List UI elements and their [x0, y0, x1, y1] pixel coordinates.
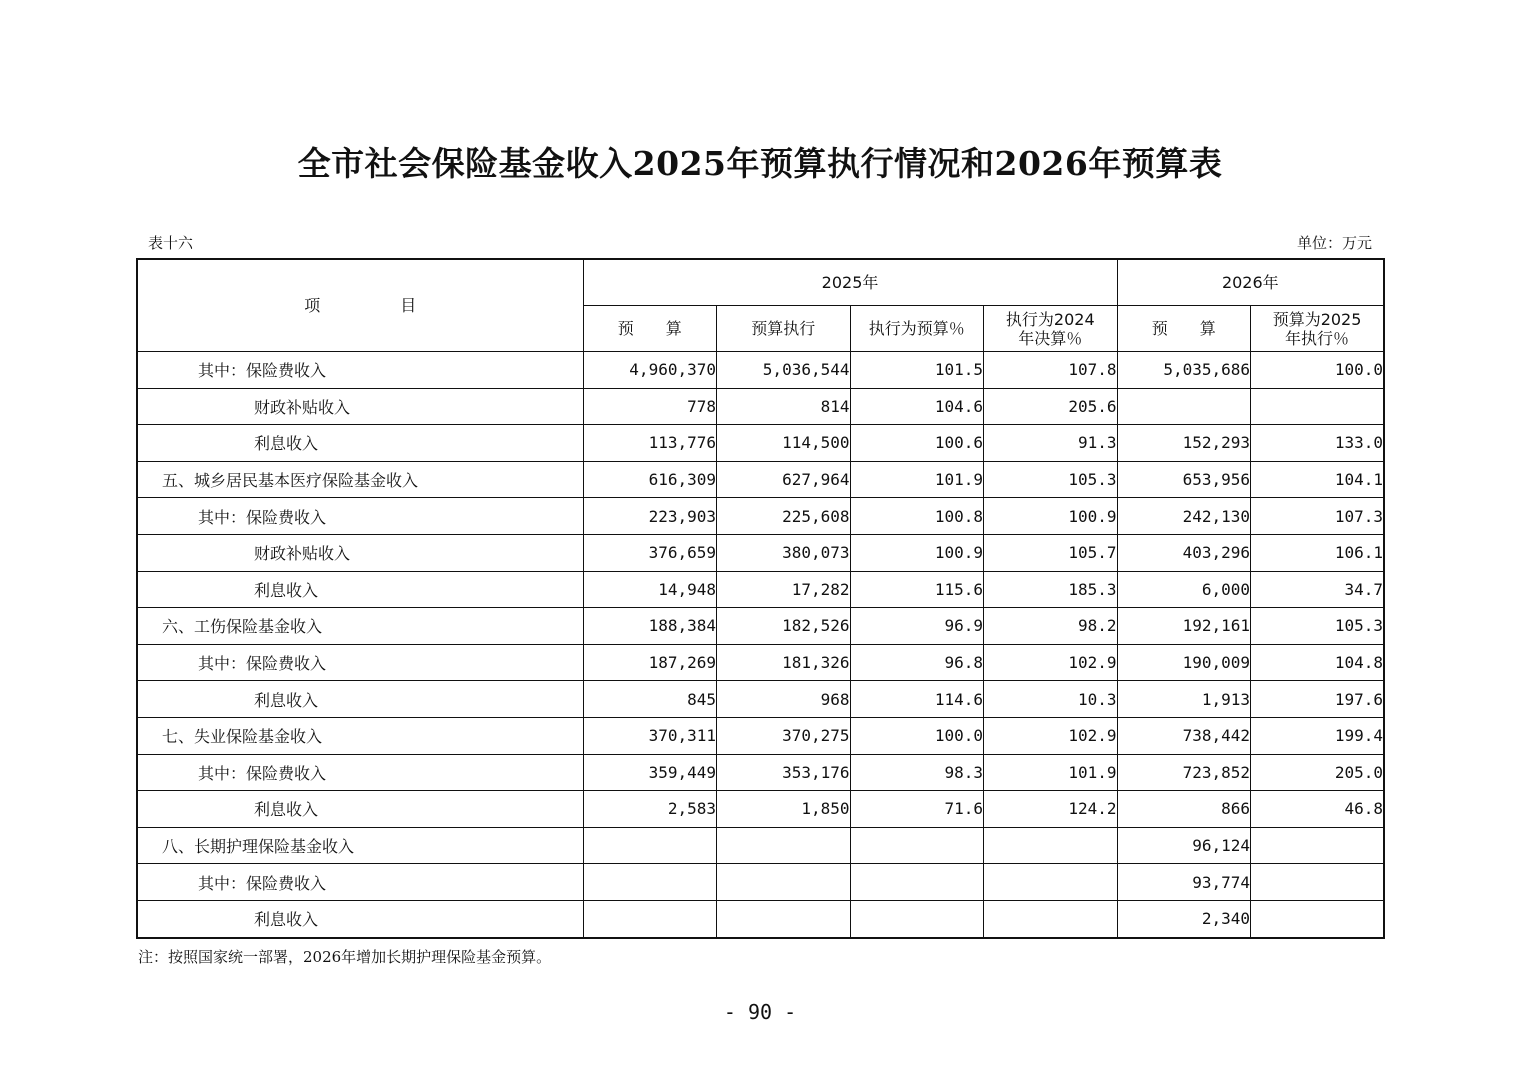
row-label: 财政补贴收入 [137, 534, 583, 571]
table-cell: 71.6 [850, 791, 984, 828]
table-cell: 101.9 [850, 461, 984, 498]
table-cell [850, 864, 984, 901]
table-cell: 185.3 [984, 571, 1118, 608]
table-cell: 104.8 [1251, 644, 1385, 681]
table-cell: 223,903 [583, 498, 717, 535]
header-exec-pct-final [984, 306, 1118, 352]
table-cell: 102.9 [984, 644, 1118, 681]
table-cell: 106.1 [1251, 534, 1385, 571]
table-cell: 34.7 [1251, 571, 1385, 608]
table-cell: 104.1 [1251, 461, 1385, 498]
table-cell: 403,296 [1117, 534, 1251, 571]
table-cell: 124.2 [984, 791, 1118, 828]
table-cell: 96.8 [850, 644, 984, 681]
table-cell: 778 [583, 388, 717, 425]
table-row [137, 352, 1384, 389]
table-cell [583, 900, 717, 937]
table-cell: 1,913 [1117, 681, 1251, 718]
header-budget-pct-exec-line1: 预算为2025 [1272, 309, 1362, 329]
table-cell: 14,948 [583, 571, 717, 608]
table-cell: 46.8 [1251, 791, 1385, 828]
row-label: 利息收入 [137, 900, 583, 937]
table-cell: 114.6 [850, 681, 984, 718]
table-cell: 197.6 [1251, 681, 1385, 718]
table-cell: 845 [583, 681, 717, 718]
row-label: 利息收入 [137, 681, 583, 718]
table-cell [583, 827, 717, 864]
header-item: 项 目 [137, 259, 583, 352]
table-row [137, 388, 1384, 425]
table-cell: 653,956 [1117, 461, 1251, 498]
table-cell: 5,035,686 [1117, 352, 1251, 389]
table-cell: 205.6 [984, 388, 1118, 425]
table-cell [717, 900, 851, 937]
table-cell: 133.0 [1251, 425, 1385, 462]
table-row [137, 534, 1384, 571]
table-row [137, 498, 1384, 535]
table-row [137, 644, 1384, 681]
table-cell [583, 864, 717, 901]
table-cell: 616,309 [583, 461, 717, 498]
table-cell: 205.0 [1251, 754, 1385, 791]
row-label: 其中：保险费收入 [137, 644, 583, 681]
table-cell: 105.3 [1251, 608, 1385, 645]
table-cell: 101.5 [850, 352, 984, 389]
table-cell: 100.9 [984, 498, 1118, 535]
table-cell: 114,500 [717, 425, 851, 462]
row-label: 其中：保险费收入 [137, 864, 583, 901]
table-row [137, 571, 1384, 608]
table-cell: 105.7 [984, 534, 1118, 571]
table-cell: 93,774 [1117, 864, 1251, 901]
table-row [137, 900, 1384, 937]
row-label: 财政补贴收入 [137, 388, 583, 425]
table-cell: 100.0 [850, 717, 984, 754]
row-label: 其中：保险费收入 [137, 754, 583, 791]
table-cell: 100.0 [1251, 352, 1385, 389]
row-label: 六、工伤保险基金收入 [137, 608, 583, 645]
table-row [137, 754, 1384, 791]
budget-table [136, 258, 1385, 939]
table-cell: 199.4 [1251, 717, 1385, 754]
table-cell: 10.3 [984, 681, 1118, 718]
header-execution: 预算执行 [717, 306, 851, 352]
table-cell: 152,293 [1117, 425, 1251, 462]
row-label: 利息收入 [137, 571, 583, 608]
table-cell: 96,124 [1117, 827, 1251, 864]
table-cell [850, 900, 984, 937]
header-year-2026: 2026年 [1117, 259, 1384, 306]
table-cell: 192,161 [1117, 608, 1251, 645]
table-body [137, 352, 1384, 938]
table-row [137, 791, 1384, 828]
table-cell: 107.8 [984, 352, 1118, 389]
table-cell: 4,960,370 [583, 352, 717, 389]
header-exec-pct-final-line1: 执行为2024 [1005, 309, 1095, 329]
row-label: 七、失业保险基金收入 [137, 717, 583, 754]
header-year-2025: 2025年 [583, 259, 1117, 306]
table-row [137, 681, 1384, 718]
table-cell [850, 827, 984, 864]
table-cell: 2,340 [1117, 900, 1251, 937]
table-cell [984, 864, 1118, 901]
table-cell: 107.3 [1251, 498, 1385, 535]
table-cell: 115.6 [850, 571, 984, 608]
table-cell: 181,326 [717, 644, 851, 681]
table-cell: 225,608 [717, 498, 851, 535]
table-cell: 814 [717, 388, 851, 425]
table-cell: 359,449 [583, 754, 717, 791]
footnote: 注：按照国家统一部署，2026年增加长期护理保险基金预算。 [138, 948, 552, 966]
table-cell: 102.9 [984, 717, 1118, 754]
table-cell: 187,269 [583, 644, 717, 681]
table-cell: 113,776 [583, 425, 717, 462]
table-cell: 100.9 [850, 534, 984, 571]
table-row [137, 717, 1384, 754]
row-label: 五、城乡居民基本医疗保险基金收入 [137, 461, 583, 498]
table-cell: 242,130 [1117, 498, 1251, 535]
table-cell: 866 [1117, 791, 1251, 828]
page-title: 全市社会保险基金收入2025年预算执行情况和2026年预算表 [297, 144, 1223, 183]
table-cell: 380,073 [717, 534, 851, 571]
table-row [137, 864, 1384, 901]
table-cell: 723,852 [1117, 754, 1251, 791]
table-cell: 370,311 [583, 717, 717, 754]
table-row [137, 608, 1384, 645]
table-row [137, 425, 1384, 462]
header-budget: 预 算 [583, 306, 717, 352]
header-budget-2026: 预 算 [1117, 306, 1251, 352]
row-label: 利息收入 [137, 791, 583, 828]
header-budget-pct-exec [1251, 306, 1385, 352]
table-cell: 91.3 [984, 425, 1118, 462]
table-cell [1251, 827, 1385, 864]
page-number: - 90 - [723, 1000, 797, 1024]
table-cell: 98.3 [850, 754, 984, 791]
table-cell [717, 827, 851, 864]
row-label: 八、长期护理保险基金收入 [137, 827, 583, 864]
table-cell [1251, 388, 1385, 425]
table-cell: 627,964 [717, 461, 851, 498]
table-cell: 968 [717, 681, 851, 718]
table-cell: 98.2 [984, 608, 1118, 645]
table-cell [984, 827, 1118, 864]
table-cell: 188,384 [583, 608, 717, 645]
table-cell: 105.3 [984, 461, 1118, 498]
header-budget-pct-exec-line2: 年执行％ [1285, 328, 1350, 348]
table-cell [717, 864, 851, 901]
table-cell [984, 900, 1118, 937]
header-exec-pct-final-line2: 年决算％ [1018, 328, 1083, 348]
table-cell: 100.6 [850, 425, 984, 462]
table-cell: 104.6 [850, 388, 984, 425]
table-cell [1251, 864, 1385, 901]
table-cell [1117, 388, 1251, 425]
table-cell: 182,526 [717, 608, 851, 645]
table-cell: 738,442 [1117, 717, 1251, 754]
table-cell: 376,659 [583, 534, 717, 571]
table-cell: 190,009 [1117, 644, 1251, 681]
table-row [137, 461, 1384, 498]
table-cell: 17,282 [717, 571, 851, 608]
row-label: 其中：保险费收入 [137, 352, 583, 389]
row-label: 其中：保险费收入 [137, 498, 583, 535]
table-row [137, 827, 1384, 864]
table-cell: 100.8 [850, 498, 984, 535]
table-cell [1251, 900, 1385, 937]
table-cell: 6,000 [1117, 571, 1251, 608]
header-exec-pct-budget: 执行为预算％ [850, 306, 984, 352]
table-cell: 2,583 [583, 791, 717, 828]
unit-label: 单位：万元 [1296, 234, 1372, 252]
row-label: 利息收入 [137, 425, 583, 462]
table-cell: 96.9 [850, 608, 984, 645]
table-code: 表十六 [148, 234, 194, 252]
table-cell: 1,850 [717, 791, 851, 828]
table-cell: 370,275 [717, 717, 851, 754]
table-cell: 353,176 [717, 754, 851, 791]
table-cell: 101.9 [984, 754, 1118, 791]
table-cell: 5,036,544 [717, 352, 851, 389]
